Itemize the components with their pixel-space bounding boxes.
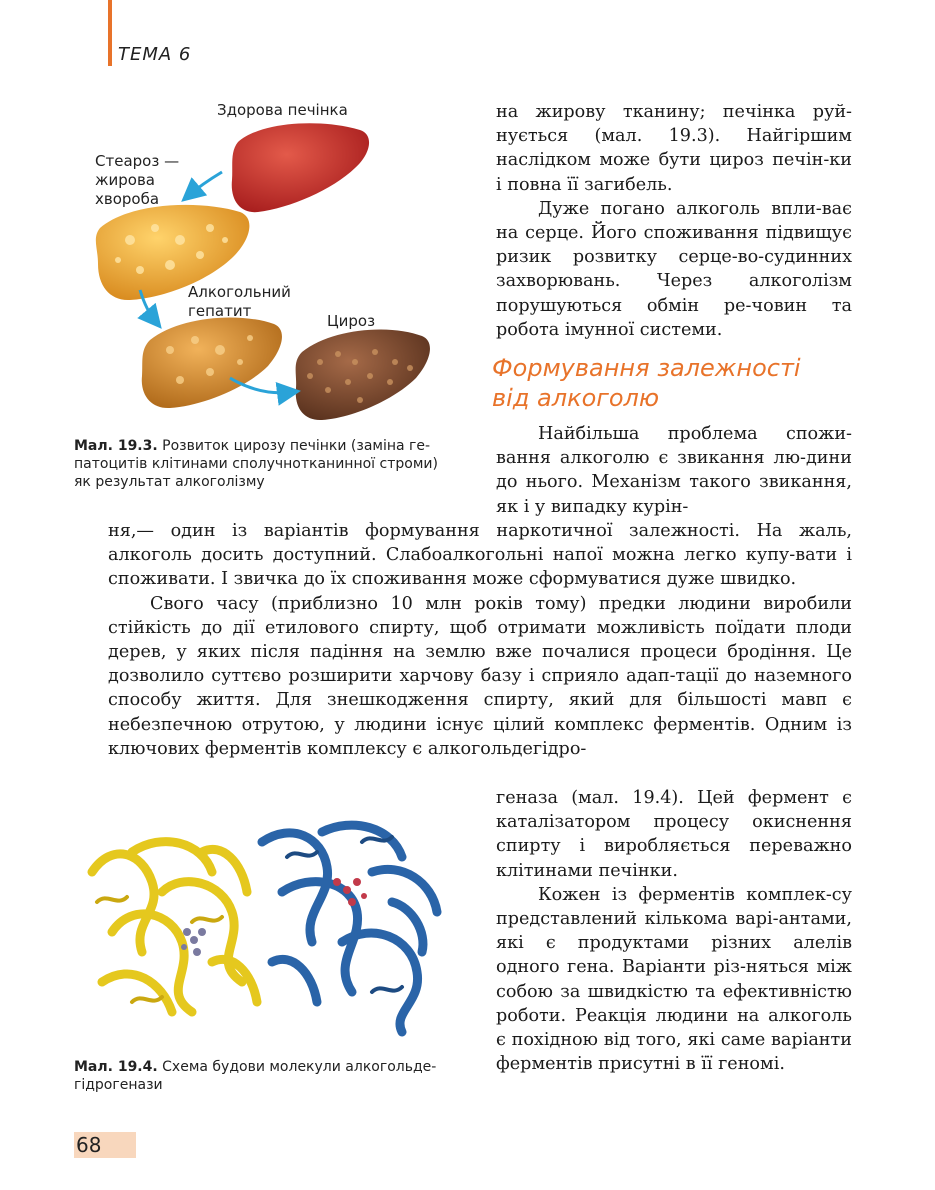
paragraph-adh: геназа (мал. 19.4). Цей фермент є каталізатором процесу окиснення спирту і виробляється переважно клітинами печінки. (496, 788, 852, 881)
paragraph-dependence-start: Найбільша проблема спожи-вання алкоголю є звикання лю-дини до нього. Механізм такого звикання, як і у випадку курін- (496, 424, 852, 517)
figure-19-3-caption-text: Розвиток цирозу печінки (заміна ге- (162, 438, 431, 454)
figure-19-3-caption-number: Мал. 19.3. (74, 438, 158, 454)
right-column-bottom (496, 786, 852, 1076)
healthy-liver-icon (232, 123, 369, 212)
section-title (492, 353, 852, 413)
label-cirrhosis: Цироз (327, 312, 376, 330)
paragraph-liver-damage: на жирову тканину; печінка руй-нується (мал. 19.3). Найгіршим наслідком може бути цироз печін-ки і повна її загибель. (496, 102, 852, 195)
header-accent-bar (108, 0, 112, 66)
label-steatosis-1: Стеароз — (95, 152, 180, 170)
paragraph-evolution: Свого часу (приблизно 10 млн років тому) предки людини виробили стійкість до дії етилового спирту, щоб отримати можливість поїдати плоди дерев, у яких після падіння на землю вже почалися процеси бродіння. Це дозволило суттєво розширити харчову базу і сприяло адап-тації до наземного способу життя. Для знешкодження спирту, який для більшості мавп є небезпечною отрутою, у людини існує цілий комплекс ферментів. Одним із ключових ферментів комплексу є алкогольдегідро- (108, 593, 852, 759)
arrow-1-icon (188, 172, 222, 196)
figure-19-3-caption-line2: патоцитів клітинами сполучнотканинної строми) (74, 456, 438, 472)
figure-19-3-caption (74, 437, 474, 491)
label-steatosis-3: хвороба (95, 190, 160, 208)
figure-19-4-caption (74, 1058, 474, 1094)
chapter-label: ТЕМА 6 (118, 44, 192, 65)
paragraph-variants: Кожен із ферментів комплек-су представлений кількома варі-антами, які є продуктами різних алелів одного гена. Варіанти різ-няться між собою за швидкістю та ефективністю роботи. Реакція людини на алкоголь є похідною від того, які саме варіанти ферментів присутні в її геномі. (496, 884, 852, 1075)
paragraph-heart: Дуже погано алкоголь впли-ває на серце. Його споживання підвищує ризик розвитку серце-во-судинних захворювань. Через алкоголізм порушуються обмін ре-човин та робота імунної системи. (496, 198, 852, 340)
right-column-top (496, 100, 852, 342)
hepatitis-liver-icon (142, 317, 282, 408)
full-width-text (108, 519, 852, 761)
figure-19-4-caption-text: Схема будови молекули алкогольде- (162, 1059, 437, 1075)
figure-19-4-caption-number: Мал. 19.4. (74, 1059, 158, 1075)
section-title-line1: Формування залежності (492, 354, 801, 382)
page-number: 68 (76, 1133, 102, 1157)
label-steatosis-2: жирова (95, 171, 155, 189)
liver-stages-figure (70, 100, 490, 430)
figure-19-3-caption-line3: як результат алкоголізму (74, 474, 265, 490)
paragraph-dependence-cont: ня,— один із варіантів формування наркотичної залежності. На жаль, алкоголь досить доступний. Слабоалкогольні напої можна легко купу-вати і споживати. І звичка до їх споживання може сформуватися дуже швидко. (108, 521, 852, 590)
section-title-line2: від алкоголю (492, 384, 660, 412)
figure-19-4-caption-line2: гідрогенази (74, 1077, 163, 1093)
label-hepatitis-2: гепатит (188, 302, 252, 320)
right-column-middle (496, 422, 852, 519)
cirrhosis-liver-icon (296, 329, 430, 420)
label-healthy-liver: Здорова печінка (217, 101, 348, 119)
label-hepatitis-1: Алкогольний (188, 283, 291, 301)
adh-molecule-figure (72, 812, 462, 1042)
